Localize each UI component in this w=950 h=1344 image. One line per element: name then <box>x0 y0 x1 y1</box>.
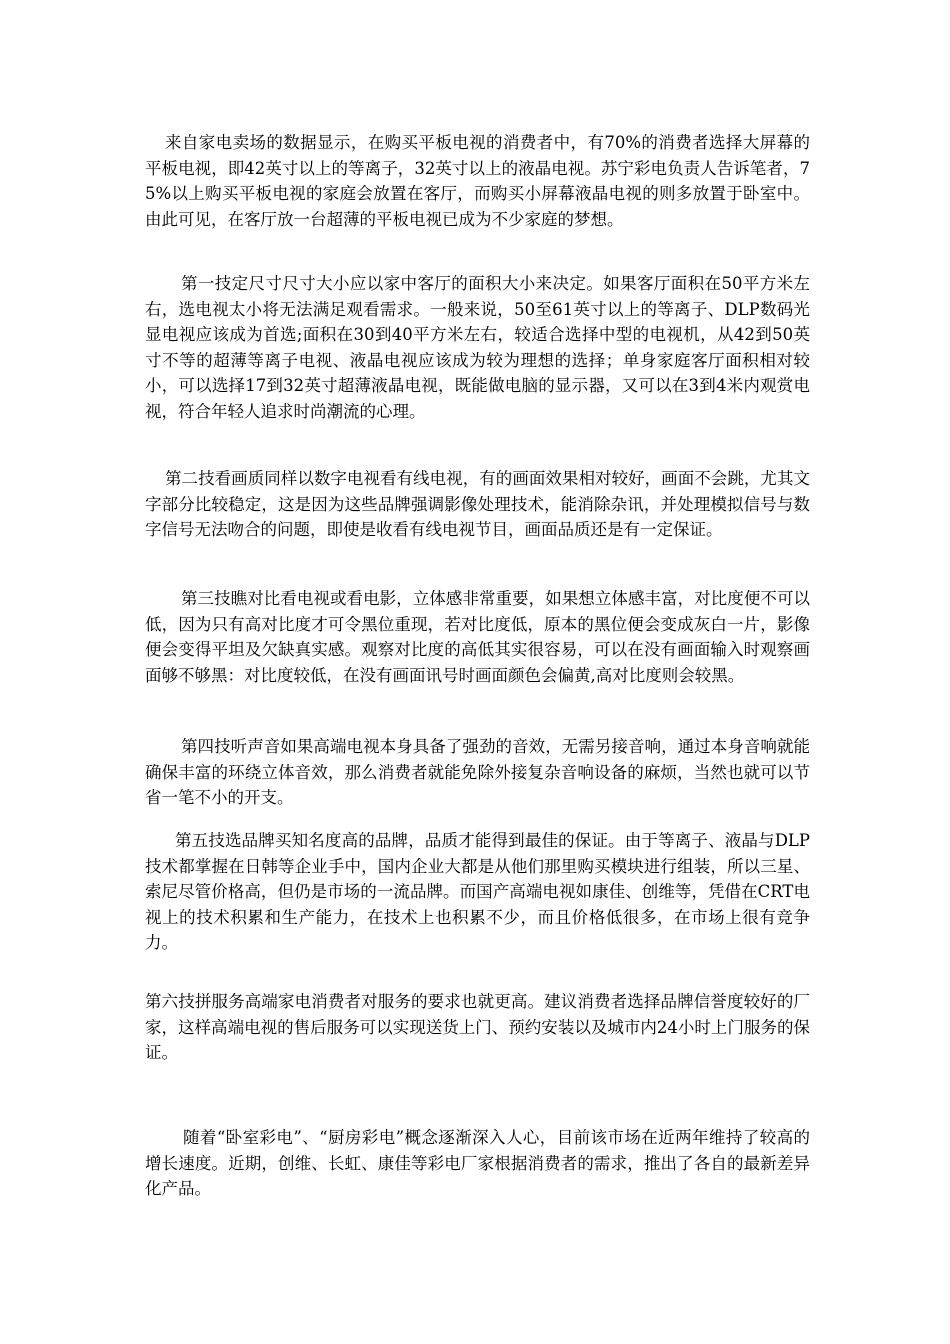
paragraph-closing: 随着“卧室彩电”、“厨房彩电”概念逐渐深入人心，目前该市场在近两年维持了较高的增长速度。近期，创维、长虹、康佳等彩电厂家根据消费者的需求，推出了各自的最新差异化产品。 <box>145 1128 810 1198</box>
paragraph-tip-2-picture: 第二技看画质同样以数字电视看有线电视，有的画面效果相对较好，画面不会跳，尤其文字部分比较稳定，这是因为这些品牌强调影像处理技术，能消除杂讯，并处理模拟信号与数字信号无法吻合的问题，即使是收看有线电视节目，画面品质还是有一定保证。 <box>145 469 810 539</box>
paragraph-intro: 来自家电卖场的数据显示，在购买平板电视的消费者中，有70%的消费者选择大屏幕的平板电视，即42英寸以上的等离子，32英寸以上的液晶电视。苏宁彩电负责人告诉笔者，75%以上购买平板电视的家庭会放置在客厅，而购买小屏幕液晶电视的则多放置于卧室中。由此可见，在客厅放一台超薄的平板电视已成为不少家庭的梦想。 <box>145 133 810 229</box>
paragraph-tip-6-service: 第六技拼服务高端家电消费者对服务的要求也就更高。建议消费者选择品牌信誉度较好的厂家，这样高端电视的售后服务可以实现送货上门、预约安装以及城市内24小时上门服务的保证。 <box>145 992 810 1062</box>
paragraph-tip-5-brand: 第五技选品牌买知名度高的品牌，品质才能得到最佳的保证。由于等离子、液晶与DLP技术都掌握在日韩等企业手中，国内企业大都是从他们那里购买模块进行组装，所以三星、索尼尽管价格高，但仍是市场的一流品牌。而国产高端电视如康佳、创维等，凭借在CRT电视上的技术积累和生产能力，在技术上也积累不少，而且价格低很多，在市场上很有竞争力。 <box>145 831 810 952</box>
paragraph-tip-3-contrast: 第三技瞧对比看电视或看电影，立体感非常重要，如果想立体感丰富，对比度便不可以低，因为只有高对比度才可令黑位重现，若对比度低，原本的黑位便会变成灰白一片，影像便会变得平坦及欠缺真实感。观察对比度的高低其实很容易，可以在没有画面输入时观察画面够不够黑：对比度较低，在没有画面讯号时画面颜色会偏黄,高对比度则会较黑。 <box>145 589 810 685</box>
paragraph-tip-4-sound: 第四技听声音如果高端电视本身具备了强劲的音效，无需另接音响，通过本身音响就能确保丰富的环绕立体音效，那么消费者就能免除外接复杂音响设备的麻烦，当然也就可以节省一笔不小的开支。 <box>145 737 810 807</box>
paragraph-tip-1-size: 第一技定尺寸尺寸大小应以家中客厅的面积大小来决定。如果客厅面积在50平方米左右，选电视太小将无法满足观看需求。一般来说，50至61英寸以上的等离子、DLP数码光显电视应该成为首选;面积在30到40平方米左右，较适合选择中型的电视机，从42到50英寸不等的超薄等离子电视、液晶电视应该成为较为理想的选择；单身家庭客厅面积相对较小，可以选择17到32英寸超薄液晶电视，既能做电脑的显示器，又可以在3到4米内观赏电视，符合年轻人追求时尚潮流的心理。 <box>145 274 810 421</box>
